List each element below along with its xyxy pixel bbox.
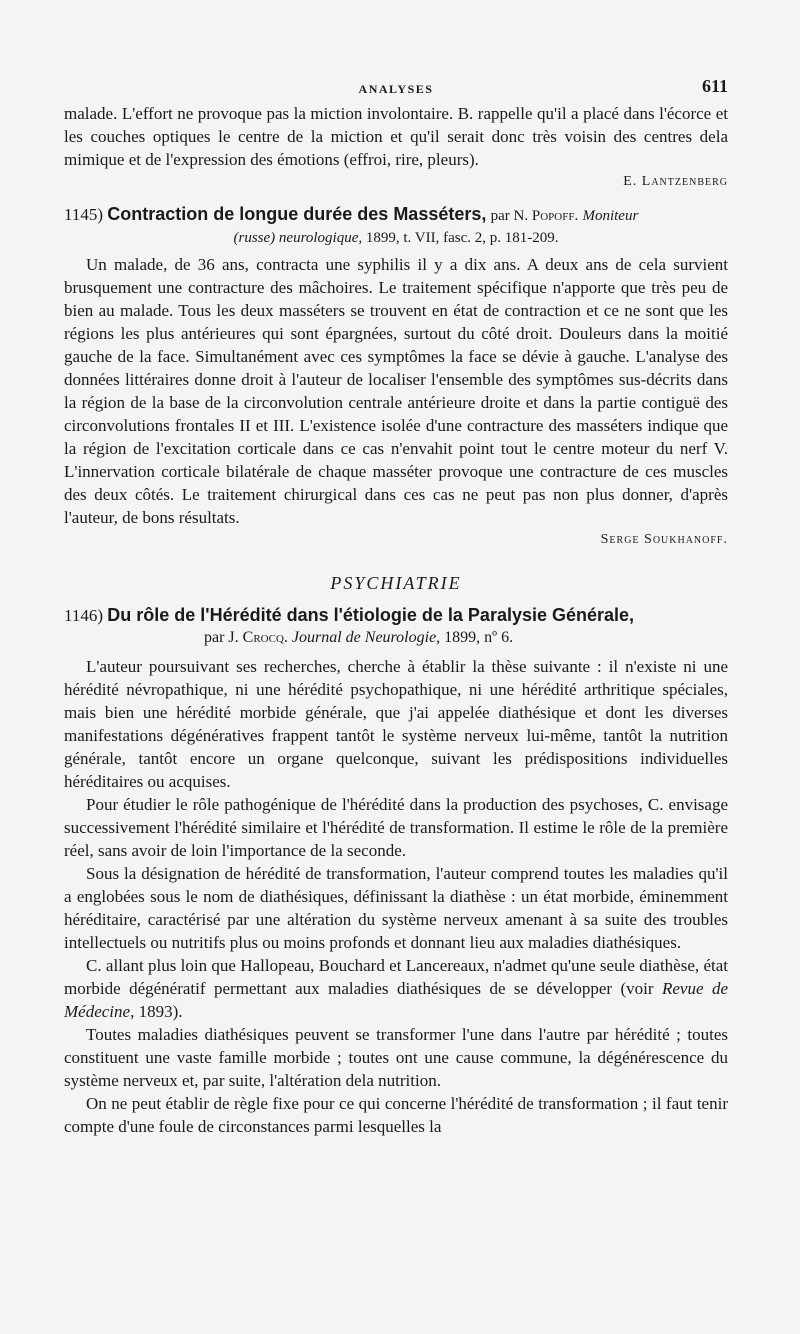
entry-journal-continued: (russe) neurologique, [233,230,363,246]
entry-1145-heading [64,203,728,249]
entry-author-prefix: par N. [490,208,532,224]
entry-1146-paragraph-5: Toutes maladies diathésiques peuvent se transformer l'une dans l'autre par hérédité ; toutes constituent une vaste famille morbide ; toutes ont une cause commune, la dégénérescence du système nerveux et, par suite, l'altération dela nutrition. [64,1025,728,1090]
entry-number: 1145) [64,205,104,224]
entry-1146-paragraph-2: Pour étudier le rôle pathogénique de l'hérédité dans la production des psychoses, C. envisage successivement l'hérédité similaire et l'hérédité de transformation. Il estime le rôle de la première réel, sans avoir de loin l'importance de la seconde. [64,795,728,860]
entry-title: Contraction de longue durée des Masséters, [107,204,487,224]
entry-1146-paragraph-3: Sous la désignation de hérédité de transformation, l'auteur comprend toutes les maladies qu'il a englobées sous le nom de diathésiques, définissant la diathèse : un état morbide, éminemment héréditaire, caractérisé par une altération du système nerveux amenant à sa suite des troubles intellectuels ou nutritifs plus ou moins profonds et donnant lieu aux maladies diathésiques. [64,864,728,952]
paragraph-text: C. allant plus loin que Hallopeau, Bouchard et Lancereaux, n'admet qu'une seule diathèse, état morbide dégénératif permettant aux maladies diathésiques de se développer (voir [64,956,728,998]
running-title: ANALYSES [358,82,434,96]
entry-1145-body: Un malade, de 36 ans, contracta une syphilis il y a dix ans. A deux ans de cela survient brusquement une contracture des mâchoires. Le traitement spécifique n'apporte que très peu de bien au malade. Tous les deux masséters se trouvent en état de contraction et ce ne sont que les régions les plus antérieures qui sont épargnées, surtout du côté droit. Douleurs dans la moitié gauche de la face. Simultanément avec ces symptômes la face se dévie à gauche. L'analyse des données littéraires donne droit à l'auteur de localiser l'ensemble des symptômes sus-décrits dans la région de la base de la circonvolution centrale antérieure droite et dans la partie contiguë des circonvolutions frontales II et III. L'existence isolée d'une contracture des masséters indique que la région de l'excitation corticale dans ce cas n'envahit point tout le centre moteur du nerf V. L'innervation corticale bilatérale de chaque masséter provoque une contracture de ces muscles des deux côtés. Le traitement chirurgical dans ces cas ne peut pas non plus donner, d'après l'auteur, de bons résultats. [64,255,728,527]
entry-journal: Journal de Neurologie, [291,629,441,646]
entry-author: Crocq. [242,629,288,646]
section-title: PSYCHIATRIE [330,573,462,593]
signature-lantzenberg: E. Lantzenberg [623,174,728,189]
entry-details: 1899, nº 6. [444,629,514,646]
signature-soukhanoff: Serge Soukhanoff. [600,532,728,547]
paragraph-text-end: 1893). [134,1002,183,1021]
entry-1146-paragraph-1: L'auteur poursuivant ses recherches, cherche à établir la thèse suivante : il n'existe ni une hérédité névropathique, ni une hérédité psychopathique, ni une hérédité arthritique spéciales, mais bien une hérédité morbide générale, que j'ai appelée diathésique et dont les diverses manifestations dégénératives frappent tantôt le système nerveux lui-même, tantôt la nutrition générale, tantôt encore un organe quelconque, suivant les prédispositions individuelles héréditaires ou acquises. [64,657,728,791]
intro-paragraph: malade. L'effort ne provoque pas la miction involontaire. B. rappelle qu'il a placé dans l'écorce et les couches optiques le centre de la miction et qu'il serait donc très voisin des centres dela mimique et de l'expression des émotions (effroi, rire, pleurs). [64,104,728,169]
page-number: 611 [701,76,728,96]
entry-journal: Moniteur [582,208,639,224]
entry-number: 1146) [64,606,104,625]
journal-reference: Revue de Médecine, [64,979,728,1021]
running-header [64,76,728,102]
entry-author: Popoff. [531,208,579,224]
entry-1146-paragraph-6: On ne peut établir de règle fixe pour ce qui concerne l'hérédité de transformation ; il faut tenir compte d'une foule de circonstances parmi lesquelles la [64,1094,728,1136]
entry-author-prefix: par J. [204,629,243,646]
entry-title: Du rôle de l'Hérédité dans l'étiologie de la Paralysie Générale, [107,605,635,625]
entry-details: 1899, t. VII, fasc. 2, p. 181-209. [365,230,559,246]
entry-1146-heading [64,604,728,649]
entry-1146-paragraph-4 [64,954,728,1023]
